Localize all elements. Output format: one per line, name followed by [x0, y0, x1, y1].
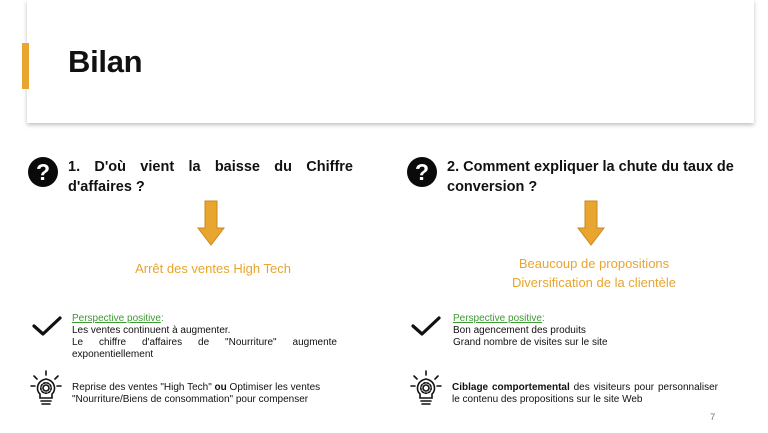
right-answer-line-2: Diversification de la clientèle — [511, 275, 677, 290]
left-idea-part-3: Optimiser les ventes "Nourriture/Biens de consommation" pour compenser — [72, 382, 321, 405]
right-idea — [452, 382, 718, 406]
question-circle-icon-right: ? — [407, 157, 437, 187]
left-perspective-colon: : — [160, 313, 164, 324]
title-accent-bar — [22, 43, 29, 89]
right-answer — [479, 254, 709, 292]
right-perspective-label: Perspective positive — [453, 313, 542, 324]
left-question: 1. D'où vient la baisse du Chiffre d'affaires ? — [68, 159, 353, 195]
down-arrow-icon-right — [577, 200, 605, 246]
left-answer-line-1: Arrêt des ventes High Tech — [135, 261, 291, 276]
right-idea-bold: Ciblage comportemental — [452, 382, 570, 393]
left-perspective-line-2: Le chiffre d'affaires de "Nourriture" augmente exponentiellement — [72, 337, 337, 360]
left-idea — [72, 382, 334, 406]
lightbulb-gear-icon — [30, 370, 62, 406]
checkmark-icon-right — [411, 315, 441, 337]
right-idea-part-2: des visiteurs pour personnaliser le contenu des propositions sur le site Web — [452, 382, 718, 405]
left-perspective-line-1: Les ventes continuent à augmenter. — [72, 325, 231, 336]
lightbulb-gear-icon-right — [410, 370, 442, 406]
right-question: 2. Comment expliquer la chute du taux de conversion ? — [447, 159, 734, 195]
checkmark-icon — [32, 315, 62, 337]
right-perspective-line-2: Grand nombre de visites sur le site — [453, 337, 608, 348]
left-perspective-label: Perspective positive — [72, 313, 161, 324]
left-idea-bold: ou — [214, 382, 227, 393]
question-circle-icon: ? — [28, 157, 58, 187]
page-number: 7 — [710, 412, 716, 423]
down-arrow-icon — [197, 200, 225, 246]
left-answer — [108, 259, 318, 278]
right-answer-line-1: Beaucoup de propositions — [518, 256, 670, 271]
left-perspective — [72, 313, 337, 361]
right-perspective-line-1: Bon agencement des produits — [453, 325, 586, 336]
left-idea-part-1: Reprise des ventes "High Tech" — [72, 382, 215, 393]
right-perspective — [453, 313, 718, 349]
right-perspective-colon: : — [541, 313, 545, 324]
slide-title: Bilan — [68, 44, 143, 79]
